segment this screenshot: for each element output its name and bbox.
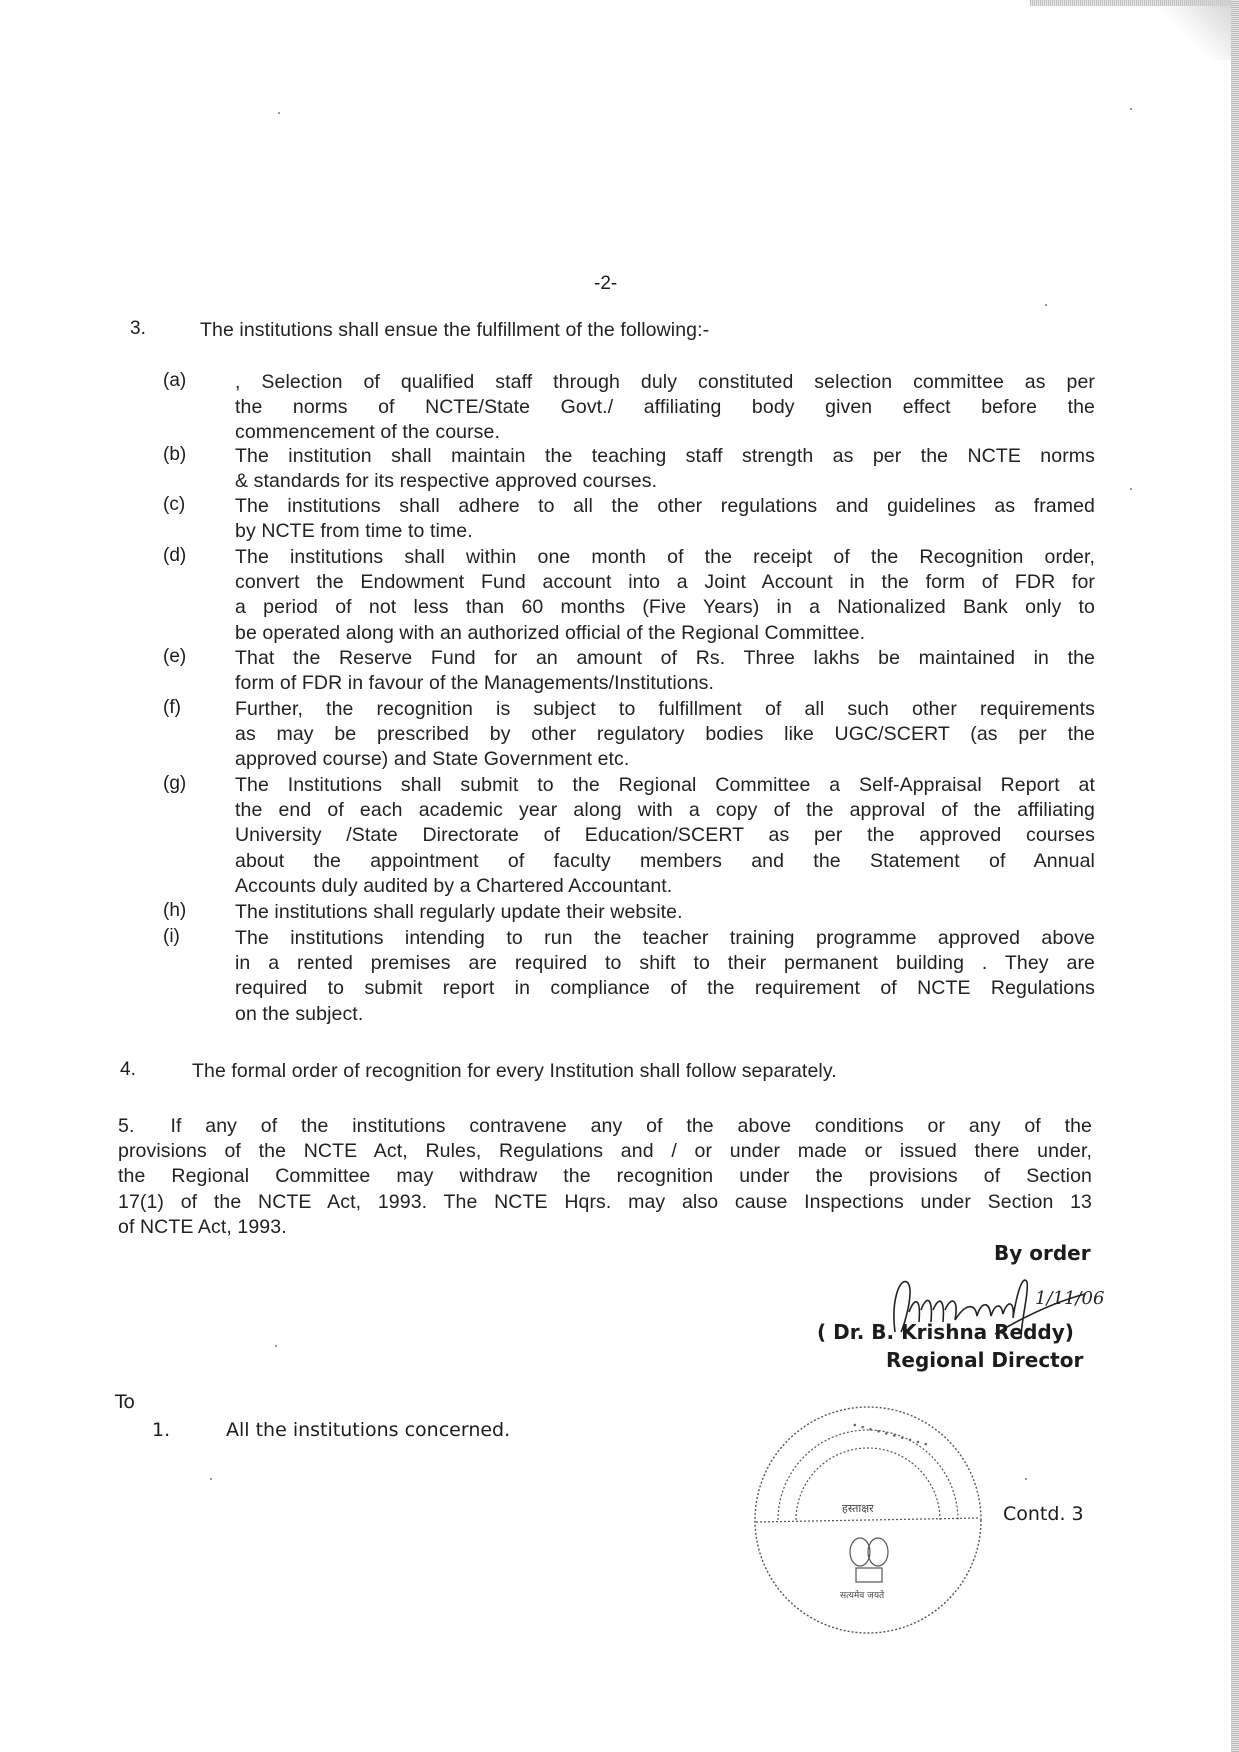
signatory-name: ( Dr. B. Krishna Reddy): [817, 1320, 1074, 1344]
condition-line: The institutions shall regularly update their website.: [235, 901, 683, 923]
condition-text: [235, 370, 1095, 446]
condition-text: [235, 646, 1095, 696]
to-label: To: [115, 1391, 136, 1413]
section-5-line: 17(1) of the NCTE Act, 1993. The NCTE Hqrs. may also cause Inspections under Section 13: [118, 1190, 1092, 1213]
condition-line: required to submit report in compliance of the requirement of NCTE Regulations: [235, 977, 1095, 1000]
condition-line: a period of not less than 60 months (Five Years) in a Nationalized Bank only to: [235, 596, 1095, 619]
condition-label: (d): [163, 545, 187, 566]
condition-line: The institution shall maintain the teaching staff strength as per the NCTE norms: [235, 445, 1095, 467]
condition-line: & standards for its respective approved courses.: [235, 470, 658, 493]
condition-line: That the Reserve Fund for an amount of Rs. Three lakhs be maintained in the: [235, 647, 1095, 669]
condition-line: the end of each academic year along with a copy of the approval of the affiliating: [235, 799, 1095, 822]
condition-line: The institutions shall within one month of the receipt of the Recognition order,: [235, 546, 1095, 568]
condition-text: [235, 773, 1095, 899]
scan-speck: [1130, 108, 1132, 110]
condition-line: The Institutions shall submit to the Regional Committee a Self-Appraisal Report at: [235, 774, 1095, 796]
section-5-line: of NCTE Act, 1993.: [118, 1215, 287, 1238]
condition-label: (c): [163, 494, 186, 515]
recipient-number: 1.: [152, 1419, 171, 1441]
condition-line: be operated along with an authorized official of the Regional Committee.: [235, 621, 866, 644]
condition-text: [235, 926, 1095, 1027]
scan-edge-right: [1231, 0, 1239, 1752]
scan-speck: [275, 1345, 277, 1347]
condition-label: (f): [163, 697, 181, 718]
section-5-number: 5.: [118, 1115, 135, 1137]
condition-line: The institutions shall adhere to all the other regulations and guidelines as framed: [235, 495, 1095, 517]
condition-line: convert the Endowment Fund account into a Joint Account in the form of FDR for: [235, 571, 1095, 594]
by-order-label: By order: [994, 1241, 1091, 1265]
scan-speck: [1025, 1478, 1027, 1480]
scan-corner-shadow: [1139, 0, 1239, 60]
condition-line: the norms of NCTE/State Govt./ affiliating body given effect before the: [235, 396, 1095, 419]
scan-speck: [1045, 304, 1047, 306]
condition-line: approved course) and State Government etc.: [235, 748, 630, 771]
condition-line: form of FDR in favour of the Managements/Institutions.: [235, 672, 715, 695]
condition-label: (i): [163, 926, 180, 947]
condition-text: [235, 444, 1095, 494]
condition-line: commencement of the course.: [235, 421, 500, 444]
condition-label: (h): [163, 900, 187, 921]
ashoka-emblem-icon: [850, 1538, 888, 1582]
condition-label: (a): [163, 370, 187, 391]
condition-line: University /State Directorate of Education/SCERT as per the approved courses: [235, 824, 1095, 847]
scan-speck: [1130, 488, 1132, 490]
scan-speck: [278, 112, 280, 114]
condition-line: Further, the recognition is subject to fulfillment of all such other requirements: [235, 698, 1095, 720]
condition-line: by NCTE from time to time.: [235, 520, 473, 543]
condition-line: on the subject.: [235, 1002, 364, 1025]
recipient-text: All the institutions concerned.: [226, 1419, 511, 1441]
seal-motto: सत्यमेव जयते: [840, 1591, 885, 1601]
section-4-number: 4.: [120, 1059, 136, 1080]
section-3-number: 3.: [130, 318, 146, 339]
condition-line: about the appointment of faculty members and the Statement of Annual: [235, 849, 1095, 872]
page-number: -2-: [594, 273, 618, 294]
condition-line: Accounts duly audited by a Chartered Accountant.: [235, 874, 673, 897]
seal-divider: [756, 1518, 980, 1522]
signature-date: 1/11/06: [1035, 1288, 1105, 1309]
condition-line: as may be prescribed by other regulatory bodies like UGC/SCERT (as per the: [235, 723, 1095, 746]
condition-line: The institutions intending to run the teacher training programme approved above: [235, 927, 1095, 949]
seal-arc-text: • • • • • • • • • •: [850, 1420, 930, 1451]
condition-text: [235, 545, 1095, 646]
section-3-intro: The institutions shall ensue the fulfillment of the following:-: [200, 319, 710, 341]
condition-label: (b): [163, 444, 187, 465]
continuation-note: Contd. 3: [1003, 1503, 1084, 1525]
condition-line: , Selection of qualified staff through duly constituted selection committee as per: [235, 371, 1095, 393]
official-seal-stamp: [748, 1400, 988, 1640]
signatory-designation: Regional Director: [886, 1348, 1084, 1372]
section-5-line: 5. If any of the institutions contravene any of the above conditions or any of the: [118, 1115, 1092, 1137]
condition-text: [235, 900, 1095, 925]
section-5-paragraph: [118, 1114, 1092, 1240]
condition-line: in a rented premises are required to shift to their permanent building . They are: [235, 952, 1095, 975]
seal-hindi-text: हस्ताक्षर: [842, 1502, 874, 1515]
condition-label: (g): [163, 773, 187, 794]
condition-text: [235, 697, 1095, 773]
condition-label: (e): [163, 646, 187, 667]
section-4-text: The formal order of recognition for every Institution shall follow separately.: [192, 1060, 837, 1082]
scan-speck: [210, 1478, 212, 1480]
section-5-line: provisions of the NCTE Act, Rules, Regulations and / or under made or issued there under,: [118, 1140, 1092, 1163]
condition-text: [235, 494, 1095, 544]
section-5-line: the Regional Committee may withdraw the recognition under the provisions of Section: [118, 1165, 1092, 1188]
